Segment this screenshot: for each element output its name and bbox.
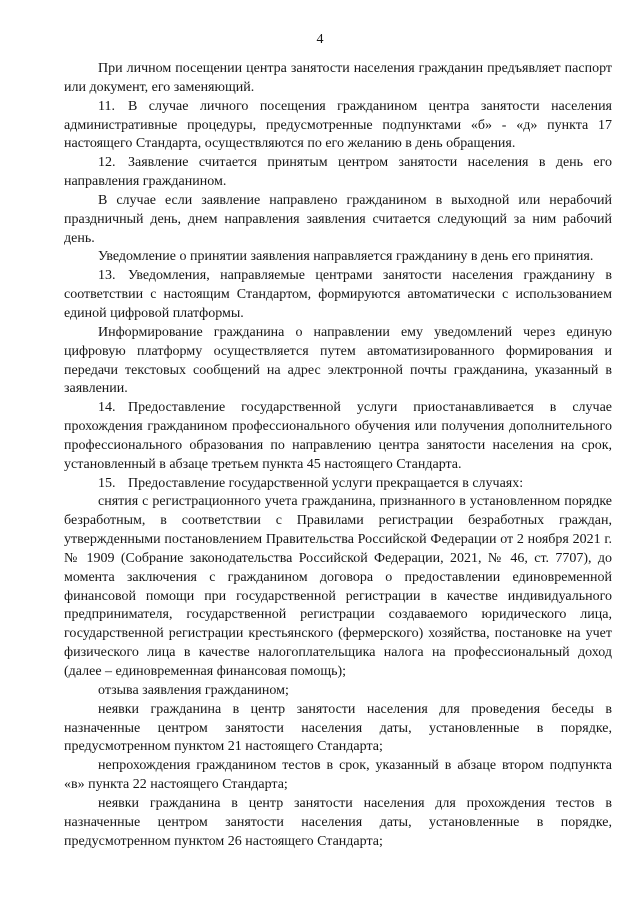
paragraph-text: В случае личного посещения гражданином центра занятости населения административные процедуры, предусмотренные подпунктами «б» - «д» пункта 17 настоящего Стандарта, осуществляются по его желанию в день обращения. [64, 98, 612, 152]
paragraph-text: При личном посещении центра занятости населения гражданин предъявляет паспорт или документ, его заменяющий. [64, 61, 612, 95]
paragraph-text: Уведомление о принятии заявления направляется гражданину в день его принятия. [98, 249, 594, 265]
paragraph-number: 14. [98, 400, 116, 416]
paragraph-number: 11. [98, 98, 115, 114]
paragraph-text: Предоставление государственной услуги приостанавливается в случае прохождения гражданином профессионального обучения или получения дополнительного профессионального образования по направлению центра занятости населения на срок, установленный в абзаце третьем пункта 45 настоящего Стандарта. [64, 400, 612, 472]
paragraph [64, 795, 612, 852]
paragraph [64, 324, 612, 399]
paragraph-text: неявки гражданина в центр занятости населения для проведения беседы в назначенные центром занятости населения даты, установленные в порядке, предусмотренном пунктом 21 настоящего Стандарта; [64, 701, 612, 755]
paragraph-text: Заявление считается принятым центром занятости населения в день его направления гражданином. [64, 155, 612, 190]
page-number: 4 [316, 32, 324, 47]
paragraph-number: 15. [98, 475, 116, 491]
paragraph [64, 493, 612, 681]
paragraph [64, 154, 612, 192]
paragraph-text: отзыва заявления гражданином; [98, 682, 289, 698]
paragraph [64, 267, 612, 324]
paragraph [64, 192, 612, 249]
paragraph-text: Предоставление государственной услуги прекращается в случаях: [128, 475, 524, 491]
paragraph-text: В случае если заявление направлено гражданином в выходной или нерабочий праздничный день, днем направления заявления считается следующий за ним рабочий день. [64, 192, 612, 246]
paragraph [64, 399, 612, 474]
paragraph [64, 475, 612, 494]
paragraph [64, 60, 612, 98]
paragraph [64, 248, 612, 267]
document-body [64, 60, 612, 851]
paragraph-text: непрохождения гражданином тестов в срок, указанный в абзаце втором подпункта «в» пункта 22 настоящего Стандарта; [64, 758, 612, 793]
paragraph [64, 682, 612, 701]
paragraph-text: неявки гражданина в центр занятости населения для прохождения тестов в назначенные центром занятости населения даты, установленные в порядке, предусмотренном пунктом 26 настоящего Стандарта; [64, 795, 612, 849]
paragraph-number: 13. [98, 268, 116, 284]
paragraph [64, 757, 612, 795]
paragraph [64, 98, 612, 155]
paragraph-text: Информирование гражданина о направлении ему уведомлений через единую цифровую платформу осуществляется путем автоматизированного формирования и передачи текстовых сообщений на адрес электронной почты гражданина, указанный в заявлении. [64, 324, 612, 397]
paragraph [64, 701, 612, 758]
paragraph-text: Уведомления, направляемые центрами занятости населения гражданину в соответствии с настоящим Стандартом, формируются автоматически с использованием единой цифровой платформы. [64, 268, 612, 321]
paragraph-text: снятия с регистрационного учета гражданина, признанного в установленном порядке безработным, в соответствии с Правилами регистрации безработных граждан, утвержденными постановлением Правительства Российской Федерации от 2 ноября 2021 г. № 1909 (Собрание законодательства Российской Федерации, 2021, № 46, ст. 7707), до момента заключения с гражданином договора о предоставлении единовременной финансовой помощи при государственной регистрации в качестве индивидуального предпринимателя, государственной регистрации создаваемого юридического лица, государственной регистрации крестьянского (фермерского) хозяйства, постановке на учет физического лица в качестве налогоплательщика налога на профессиональный доход (далее – единовременная финансовая помощь); [64, 494, 612, 679]
paragraph-number: 12. [98, 155, 116, 171]
